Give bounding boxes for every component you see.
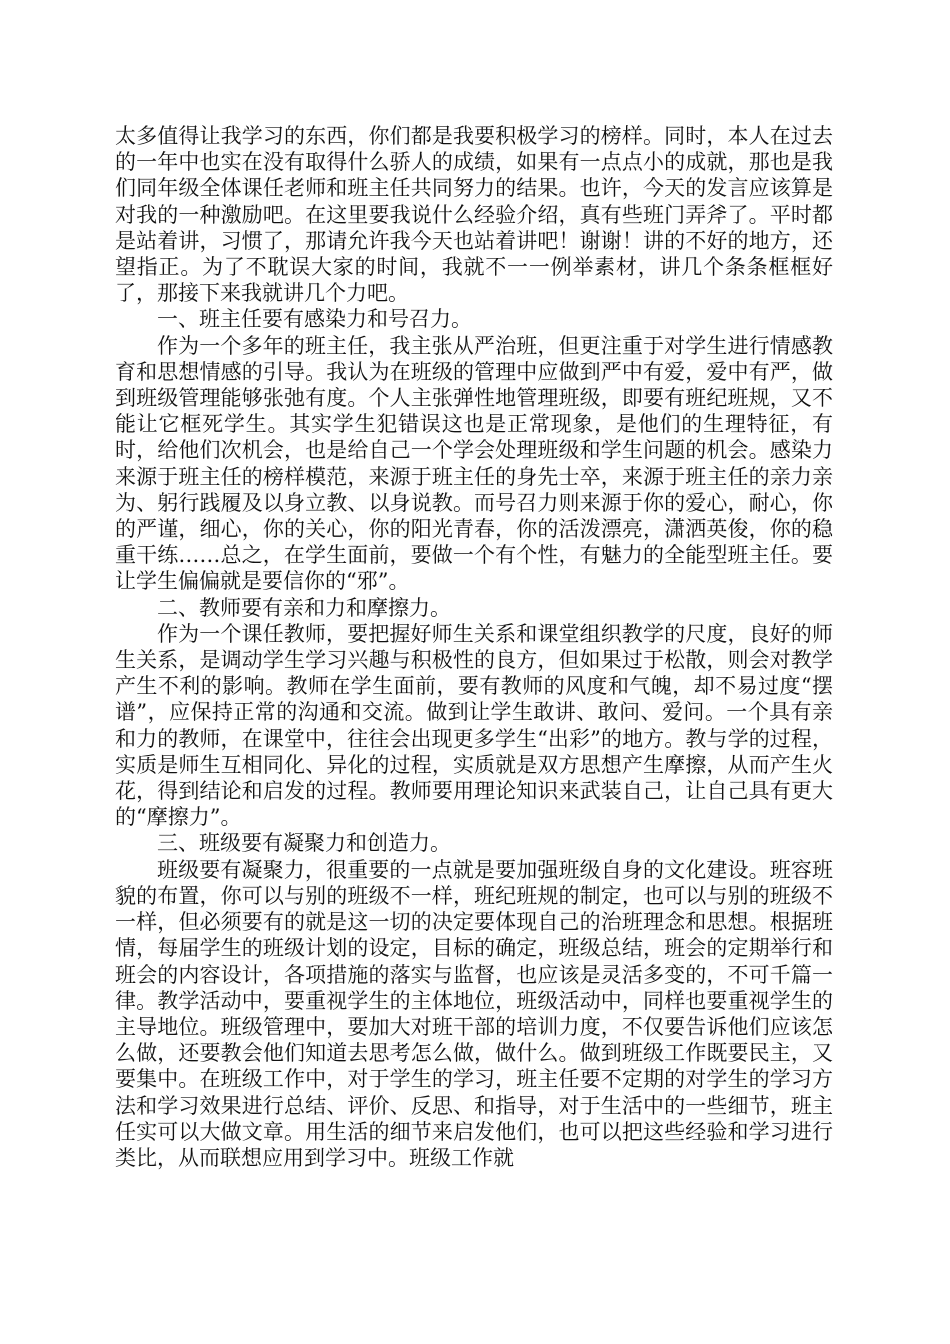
section-heading-3: 三、班级要有凝聚力和创造力。 <box>157 831 451 856</box>
section-heading-2: 二、教师要有亲和力和摩擦力。 <box>157 595 451 620</box>
paragraph-section-1: 作为一个多年的班主任，我主张从严治班，但更注重于对学生进行情感教育和思想情感的引导。我认为在班级的管理中应做到严中有爱，爱中有严，做到班级管理能够张弛有度。个人主张弹性地管理班级，即要有班纪班规，又不能让它框死学生。其实学生犯错误这也是正常现象，是他们的生理特征，有时，给他们次机会，也是给自己一个学会处理班级和学生问题的机会。感染力来源于班主任的榜样模范，来源于班主任的身先士卒，来源于班主任的亲力亲为、躬行践履及以身立教、以身说教。而号召力则来源于你的爱心，耐心，你的严谨，细心，你的关心，你的阳光青春，你的活泼漂亮，潇洒英俊，你的稳重干练……总之，在学生面前，要做一个有个性，有魅力的全能型班主任。要让学生偏偏就是要信你的“邪”。 <box>115 333 833 594</box>
document-body <box>115 123 833 1171</box>
paragraph-section-3: 班级要有凝聚力，很重要的一点就是要加强班级自身的文化建设。班容班貌的布置，你可以与别的班级不一样，班纪班规的制定，也可以与别的班级不一样，但必须要有的就是这一切的决定要体现自己的治班理念和思想。根据班情，每届学生的班级计划的设定，目标的确定，班级总结，班会的定期举行和班会的内容设计，各项措施的落实与监督，也应该是灵活多变的，不可千篇一律。教学活动中，要重视学生的主体地位，班级活动中，同样也要重视学生的主导地位。班级管理中，要加大对班干部的培训力度，不仅要告诉他们应该怎么做，还要教会他们知道去思考怎么做，做什么。做到班级工作既要民主，又要集中。在班级工作中，对于学生的学习，班主任要不定期的对学生的学习方法和学习效果进行总结、评价、反思、和指导，对于生活中的一些细节，班主任实可以大做文章。用生活的细节来启发他们，也可以把这些经验和学习进行类比，从而联想应用到学习中。班级工作就 <box>115 857 833 1170</box>
paragraph-intro: 太多值得让我学习的东西，你们都是我要积极学习的榜样。同时，本人在过去的一年中也实在没有取得什么骄人的成绩，如果有一点点小的成就，那也是我们同年级全体课任老师和班主任共同努力的结果。也许，今天的发言应该算是对我的一种激励吧。在这里要我说什么经验介绍，真有些班门弄斧了。平时都是站着讲，习惯了，那请允许我今天也站着讲吧！谢谢！讲的不好的地方，还望指正。为了不耽误大家的时间，我就不一一例举素材，讲几个条条框框好了，那接下来我就讲几个力吧。 <box>115 124 833 306</box>
section-heading-1: 一、班主任要有感染力和号召力。 <box>157 307 472 332</box>
paragraph-section-2: 作为一个课任教师，要把握好师生关系和课堂组织教学的尺度，良好的师生关系，是调动学生学习兴趣与积极性的良方，但如果过于松散，则会对教学产生不利的影响。教师在学生面前，要有教师的风度和气魄，却不易过度“摆谱”，应保持正常的沟通和交流。做到让学生敢讲、敢问、爱问。一个具有亲和力的教师，在课堂中，往往会出现更多学生“出彩”的地方。教与学的过程，实质是师生互相同化、异化的过程，实质就是双方思想产生摩擦，从而产生火花，得到结论和启发的过程。教师要用理论知识来武装自己，让自己具有更大的“摩擦力”。 <box>115 621 833 830</box>
